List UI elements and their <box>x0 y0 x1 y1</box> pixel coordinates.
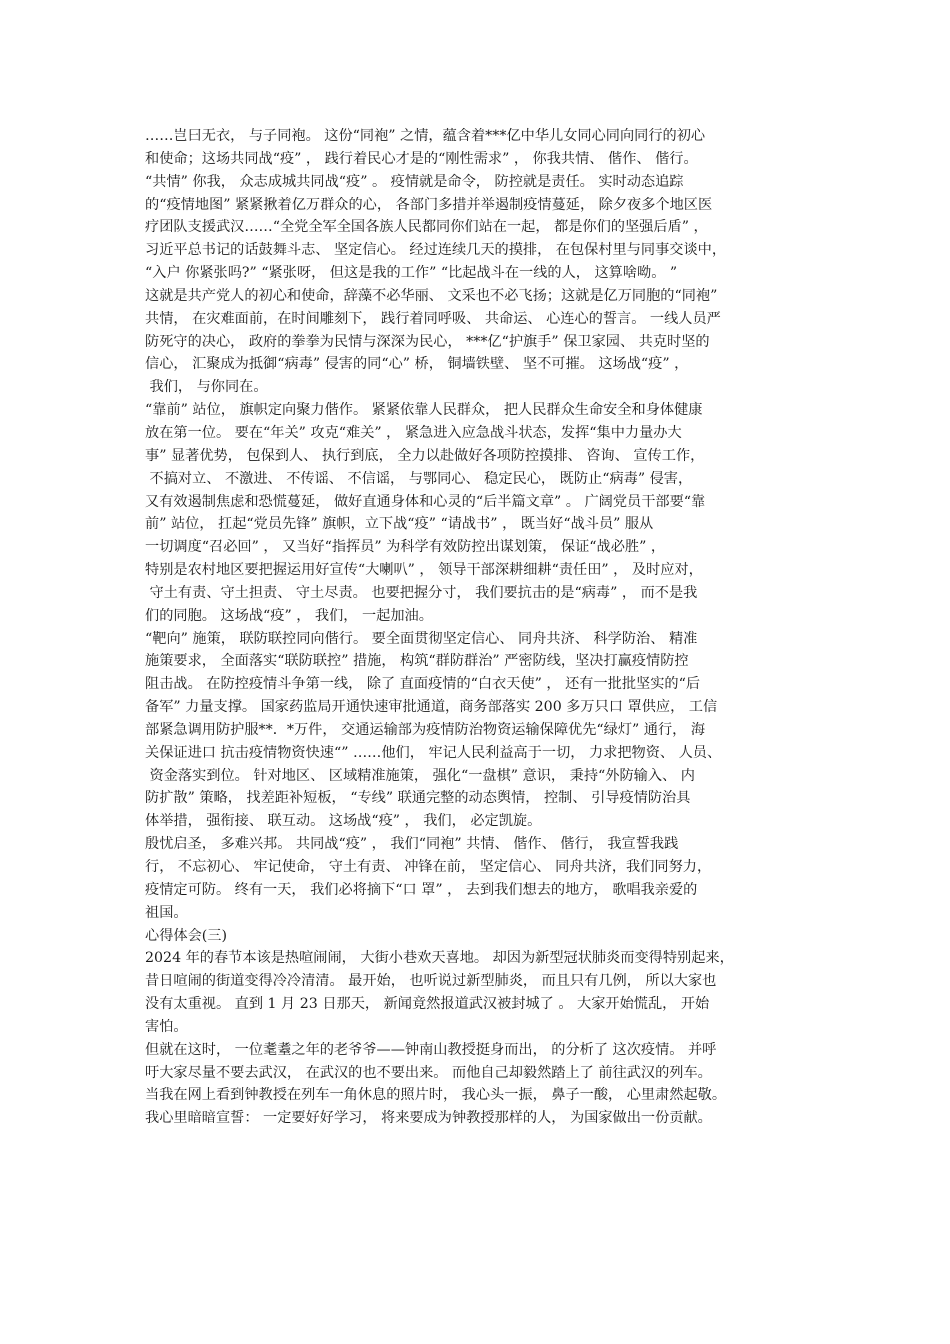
text-line: 一切调度“召必回” ， 又当好“指挥员” 为科学有效防控出谋划策， 保证“战必胜” ， <box>145 539 666 556</box>
text-line: “入户 你紧张吗?” “紧张呀， 但这是我的工作” “比起战斗在一线的人， 这算啥呦。 ” <box>145 265 678 282</box>
text-line: 2024 年的春节本该是热喧闹闹， 大街小巷欢天喜地。 却因为新型冠状肺炎而变得特别起来， <box>145 950 734 967</box>
text-line: 防扩散” 策略， 找差距补短板， “专线” 联通完整的动态舆情， 控制、 引导疫情防治具 <box>145 790 691 807</box>
text-line: 施策要求， 全面落实“联防联控” 措施， 构筑“群防群治” 严密防线，坚决打赢疫情防控 <box>145 653 689 670</box>
text-line: 心得体会(三) <box>145 927 228 944</box>
text-line: 我们， 与你同在。 <box>145 379 268 396</box>
text-line: 前” 站位， 扛起“党员先锋” 旗帜，立下战“疫” “请战书” ， 既当好“战斗员” 服从 <box>145 516 654 533</box>
text-line: 当我在网上看到钟教授在列车一角休息的照片时， 我心头一振， 鼻子一酸， 心里肃然起敬。 <box>145 1087 727 1104</box>
text-line: 不搞对立、 不激进、 不传谣、 不信谣， 与鄂同心、 稳定民心， 既防止“病毒” 侵害， <box>145 470 693 487</box>
document-body <box>145 125 825 1130</box>
text-line: 没有太重视。 直到 1 月 23 日那天， 新闻竟然报道武汉被封城了 。 大家开始慌乱， 开始 <box>145 996 710 1013</box>
text-line: 放在第一位。 要在“年关” 攻克“难关” ， 紧急进入应急战斗状态，发挥“集中力量办大 <box>145 424 682 441</box>
text-line: 共情， 在灾难面前，在时间雕刻下， 践行着同呼吸、 共命运、 心连心的誓言。 一线人员严 <box>145 310 721 327</box>
text-line: 疗团队支援武汉……“全党全军全国各族人民都同你们站在一起， 都是你们的坚强后盾” ， <box>145 219 708 236</box>
text-line: 和使命；这场共同战“疫” ， 践行着民心才是的“刚性需求” ， 你我共情、 偕作、 偕行。 <box>145 150 698 167</box>
text-line: “靶向” 施策， 联防联控同向偕行。 要全面贯彻坚定信心、 同舟共济、 科学防治、 精准 <box>145 630 698 647</box>
text-line: 害怕。 <box>145 1018 188 1035</box>
text-line: “靠前” 站位， 旗帜定向聚力偕作。 紧紧依靠人民群众， 把人民群众生命安全和身体健康 <box>145 402 703 419</box>
text-line: 吁大家尽量不要去武汉， 在武汉的也不要出来。 而他自己却毅然踏上了 前往武汉的列车。 <box>145 1064 712 1081</box>
text-line: 殷忧启圣， 多难兴邦。 共同战“疫” ， 我们“同袍” 共情、 偕作、 偕行， 我宣誓我践 <box>145 836 679 853</box>
text-line: 部紧急调用防护服**．*万件， 交通运输部为疫情防治物资运输保障优先“绿灯” 通行， 海 <box>145 721 706 738</box>
text-line: 这就是共产党人的初心和使命，辞藻不必华丽、 文采也不必飞扬；这就是亿万同胞的“同袍” <box>145 287 718 304</box>
text-line: 又有效遏制焦虑和恐慌蔓延， 做好直通身体和心灵的“后半篇文章” 。 广阔党员干部要“靠 <box>145 493 706 510</box>
text-line: 守土有责、守土担责、 守土尽责。 也要把握分寸， 我们要抗击的是“病毒” ， 而不是我 <box>145 584 698 601</box>
text-line: 资金落实到位。 针对地区、 区域精准施策， 强化“一盘棋” 意识， 秉持“外防输入、 内 <box>145 767 695 784</box>
text-line: 阻击战。 在防控疫情斗争第一线， 除了 直面疫情的“白衣天使” ， 还有一批批坚实的“后 <box>145 676 701 693</box>
text-line: 但就在这时， 一位耄耋之年的老爷爷——钟南山教授挺身而出， 的分析了 这次疫情。 并呼 <box>145 1041 717 1058</box>
text-line: 信心， 汇聚成为抵御“病毒” 侵害的同“心” 桥， 铜墙铁壁、 坚不可摧。 这场战“疫” ， <box>145 356 689 373</box>
text-line: 习近平总书记的话鼓舞斗志、 坚定信心。 经过连续几天的摸排， 在包保村里与同事交谈中， <box>145 242 727 259</box>
text-line: 防死守的决心， 政府的拳拳为民情与深深为民心， ***亿“护旗手” 保卫家园、 共克时坚的 <box>145 333 710 350</box>
text-line: 我心里暗暗宣誓： 一定要好好学习， 将来要成为钟教授那样的人， 为国家做出一份贡献。 <box>145 1110 712 1127</box>
text-line: 备军” 力量支撑。 国家药监局开通快速审批通道，商务部落实 200 多万只口 罩供应， 工信 <box>145 699 718 716</box>
text-line: 关保证进口 抗击疫情物资快速“” ……他们， 牢记人民利益高于一切， 力求把物资、 人员、 <box>145 744 722 761</box>
text-line: 们的同胞。 这场战“疫” ， 我们， 一起加油。 <box>145 607 433 624</box>
text-line: “共情” 你我， 众志成城共同战“疫” 。 疫情就是命令， 防控就是责任。 实时动态追踪 <box>145 173 684 190</box>
text-line: 的“疫情地图” 紧紧揪着亿万群众的心， 各部门多措并举遏制疫情蔓延， 除夕夜多个地区医 <box>145 196 713 213</box>
text-line: ……岂曰无衣， 与子同袍。 这份“同袍” 之情，蕴含着***亿中华儿女同心同向同行的初心 <box>145 128 706 144</box>
text-line: 昔日喧闹的街道变得冷冷清清。 最开始， 也听说过新型肺炎， 而且只有几例， 所以大家也 <box>145 973 717 990</box>
text-line: 事” 显著优势， 包保到人、 执行到底， 全力以赴做好各项防控摸排、 咨询、 宣传工作， <box>145 447 705 464</box>
text-line: 疫情定可防。 终有一天， 我们必将摘下“口 罩” ， 去到我们想去的地方， 歌唱我亲爱的 <box>145 881 698 898</box>
text-line: 祖国。 <box>145 904 188 921</box>
text-line: 特别是农村地区要把握运用好宣传“大喇叭” ， 领导干部深耕细耕“责任田” ， 及时应对， <box>145 562 703 579</box>
text-line: 体举措， 强衔接、 联互动。 这场战“疫” ， 我们， 必定凯旋。 <box>145 813 542 830</box>
text-line: 行， 不忘初心、 牢记使命， 守土有责、 冲锋在前， 坚定信心、 同舟共济，我们同努力， <box>145 859 712 875</box>
